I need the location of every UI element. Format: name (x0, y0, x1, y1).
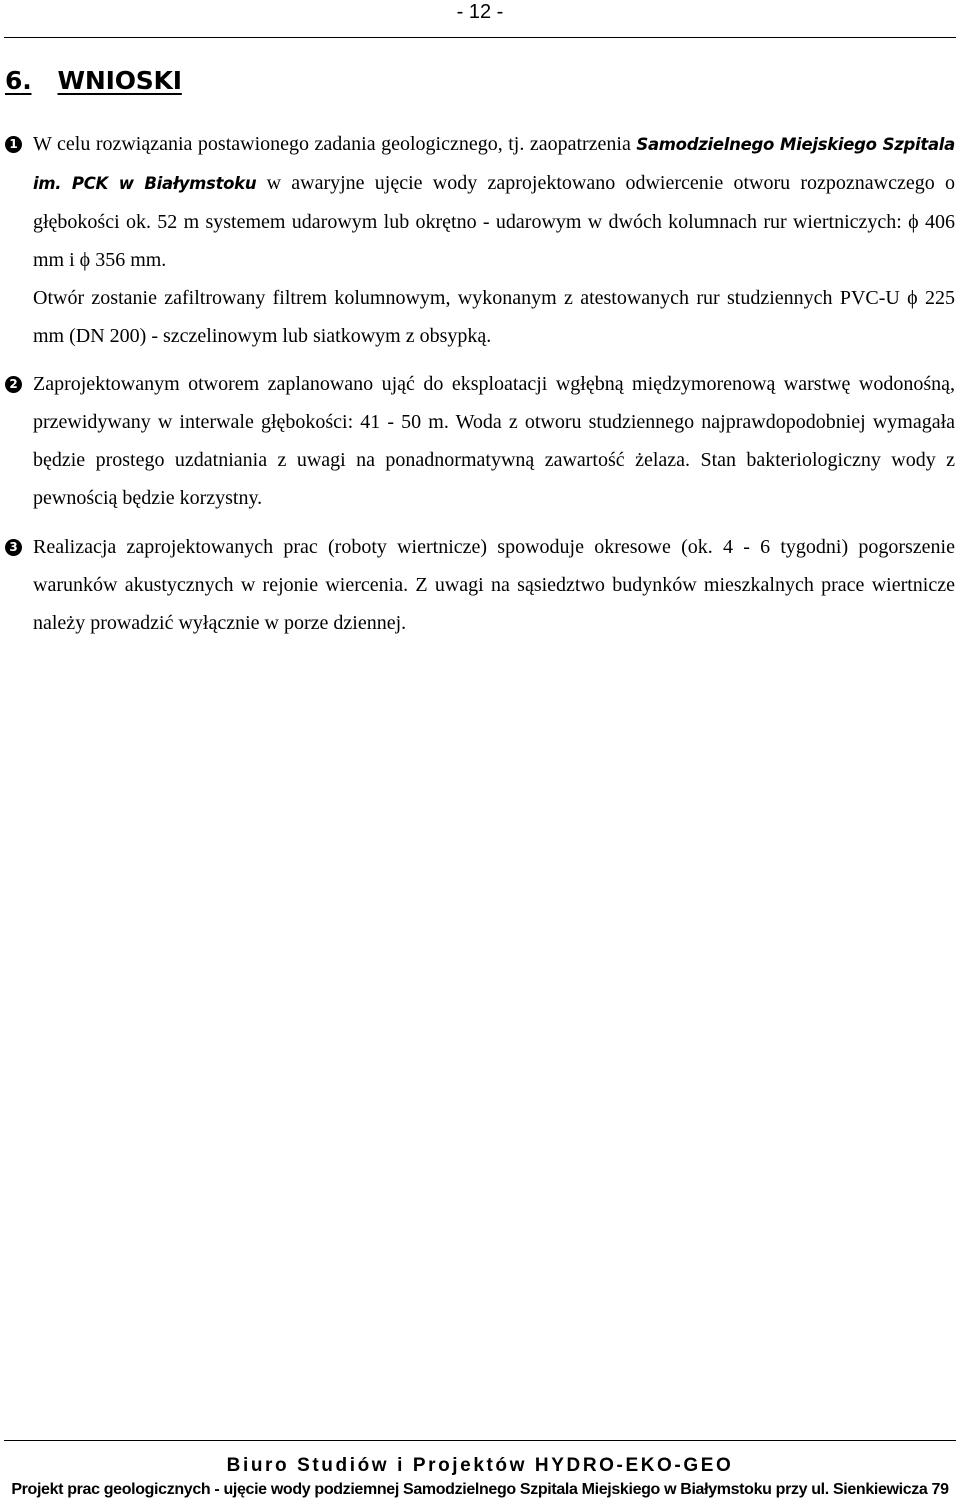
conclusion-item-3 (5, 528, 955, 642)
page-number: - 12 - (456, 1, 504, 23)
conclusion-1-text-b: w awaryjne ujęcie wody zaprojektowano odwiercenie otworu rozpoznawczego o głębokości ok. 52 m systemem udarowym lub okrętno - udarowym w dwóch kolumnach rur wiertniczych: ϕ 406 mm i ϕ 356 mm. (33, 172, 955, 271)
section-heading (5, 64, 182, 98)
conclusion-1-paragraph-1 (33, 125, 955, 279)
item-marker-1: 1 (5, 136, 22, 153)
header-divider (4, 37, 956, 38)
conclusion-1-paragraph-2: Otwór zostanie zafiltrowany filtrem kolumnowym, wykonanym z atestowanych rur studziennych PVC-U ϕ 225 mm (DN 200) - szczelinowym lub siatkowym z obsypką. (33, 287, 955, 347)
conclusion-1-text-a: W celu rozwiązania postawionego zadania geologicznego, tj. zaopatrzenia (33, 133, 637, 155)
footer-divider (4, 1440, 956, 1441)
item-marker-3: 3 (5, 539, 22, 556)
footer-project: Projekt prac geologicznych - ujęcie wody podziemnej Samodzielnego Szpitala Miejskiego w Białymstoku przy ul. Sienkiewicza 79 (11, 1481, 949, 1498)
page-footer (4, 1440, 956, 1502)
section-title: WNIOSKI (57, 66, 182, 95)
conclusion-3-paragraph: Realizacja zaprojektowanych prac (roboty wiertnicze) spowoduje okresowe (ok. 4 - 6 tygodni) pogorszenie warunków akustycznych w rejonie wiercenia. Z uwagi na sąsiedztwo budynków mieszkalnych prace wiertnicze należy prowadzić wyłącznie w porze dziennej. (33, 536, 955, 634)
section-number: 6. (5, 66, 32, 95)
conclusion-item-1 (5, 125, 955, 355)
conclusion-1-highlight: Samodzielnego Miejskiego Szpitala im. PCK w Białymstoku (33, 135, 955, 193)
conclusion-2-paragraph: Zaprojektowanym otworem zaplanowano ująć do eksploatacji wgłębną międzymorenową warstwę wodonośną, przewidywany w interwale głębokości: 41 - 50 m. Woda z otworu studziennego najprawdopodobniej wymagała będzie prostego uzdatniania z uwagi na ponadnormatywną zawartość żelaza. Stan bakteriologiczny wody z pewnością będzie korzystny. (33, 373, 955, 509)
conclusion-item-2 (5, 365, 955, 517)
footer-company: Biuro Studiów i Projektów HYDRO-EKO-GEO (226, 1455, 734, 1476)
item-marker-2: 2 (5, 376, 22, 393)
